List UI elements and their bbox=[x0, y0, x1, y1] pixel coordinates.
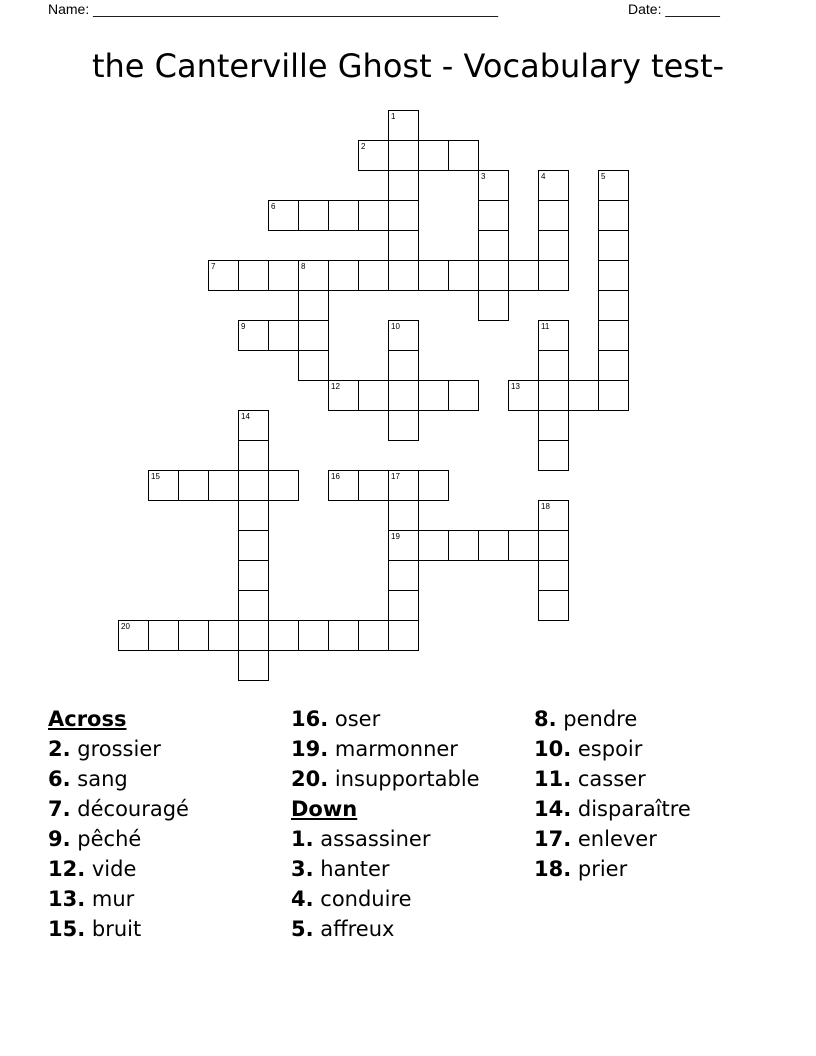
clue-item bbox=[291, 734, 531, 764]
clue-item bbox=[534, 764, 774, 794]
grid-cell[interactable] bbox=[388, 170, 419, 201]
clue-item-number: 2. bbox=[48, 737, 71, 761]
clue-number: 17 bbox=[391, 472, 400, 481]
clue-column-1 bbox=[48, 704, 288, 944]
clue-number: 8 bbox=[301, 262, 306, 271]
grid-cell[interactable] bbox=[538, 350, 569, 381]
grid-cell[interactable] bbox=[448, 380, 479, 411]
clue-item-text: affreux bbox=[313, 917, 395, 941]
grid-cell[interactable] bbox=[538, 260, 569, 291]
grid-cell[interactable] bbox=[148, 470, 179, 501]
clue-number: 5 bbox=[601, 172, 606, 181]
grid-cell[interactable] bbox=[598, 230, 629, 261]
grid-cell[interactable] bbox=[208, 470, 239, 501]
clue-item-text: pendre bbox=[556, 707, 638, 731]
clue-item bbox=[48, 914, 288, 944]
clue-item-number: 6. bbox=[48, 767, 71, 791]
clue-item-text: bruit bbox=[85, 917, 142, 941]
clue-item bbox=[291, 824, 531, 854]
grid-cell[interactable] bbox=[598, 290, 629, 321]
clue-item bbox=[534, 734, 774, 764]
grid-cell[interactable] bbox=[418, 470, 449, 501]
grid-cell[interactable] bbox=[538, 410, 569, 441]
clue-section-heading: Down bbox=[291, 797, 358, 821]
clue-number: 13 bbox=[511, 382, 520, 391]
grid-cell[interactable] bbox=[298, 200, 329, 231]
clue-item bbox=[291, 914, 531, 944]
clue-column-2 bbox=[291, 704, 531, 944]
clue-item-text: découragé bbox=[70, 797, 189, 821]
grid-cell[interactable] bbox=[478, 200, 509, 231]
clue-item-text: assassiner bbox=[313, 827, 431, 851]
grid-cell[interactable] bbox=[298, 260, 329, 291]
clue-item-text: grossier bbox=[70, 737, 161, 761]
grid-cell[interactable] bbox=[538, 320, 569, 351]
clue-number: 15 bbox=[151, 472, 160, 481]
clue-number: 3 bbox=[481, 172, 486, 181]
grid-cell[interactable] bbox=[598, 260, 629, 291]
clue-item-number: 15. bbox=[48, 917, 86, 941]
clue-number: 9 bbox=[241, 322, 246, 331]
grid-cell[interactable] bbox=[418, 380, 449, 411]
clue-item-text: vide bbox=[85, 857, 137, 881]
clue-item-text: hanter bbox=[313, 857, 390, 881]
grid-cell[interactable] bbox=[478, 230, 509, 261]
grid-cell[interactable] bbox=[298, 320, 329, 351]
clue-item bbox=[291, 854, 531, 884]
clue-item bbox=[534, 824, 774, 854]
clue-item-number: 13. bbox=[48, 887, 86, 911]
clue-item bbox=[48, 764, 288, 794]
clue-number: 18 bbox=[541, 502, 550, 511]
clue-item-text: espoir bbox=[571, 737, 643, 761]
clue-item-text: prier bbox=[571, 857, 628, 881]
grid-cell[interactable] bbox=[598, 320, 629, 351]
grid-cell[interactable] bbox=[388, 230, 419, 261]
grid-cell[interactable] bbox=[328, 200, 359, 231]
grid-cell[interactable] bbox=[538, 200, 569, 231]
clue-item-number: 12. bbox=[48, 857, 86, 881]
grid-cell[interactable] bbox=[238, 560, 269, 591]
grid-cell[interactable] bbox=[238, 620, 269, 651]
clue-number: 19 bbox=[391, 532, 400, 541]
clue-item bbox=[534, 794, 774, 824]
grid-cell[interactable] bbox=[508, 260, 539, 291]
grid-cell[interactable] bbox=[238, 320, 269, 351]
grid-cell[interactable] bbox=[538, 500, 569, 531]
clue-item-number: 19. bbox=[291, 737, 329, 761]
grid-cell[interactable] bbox=[268, 260, 299, 291]
clue-item-text: pêché bbox=[70, 827, 142, 851]
clue-number: 2 bbox=[361, 142, 366, 151]
grid-cell[interactable] bbox=[538, 170, 569, 201]
clue-item-number: 11. bbox=[534, 767, 572, 791]
grid-cell[interactable] bbox=[388, 560, 419, 591]
clue-item-text: sang bbox=[70, 767, 128, 791]
grid-cell[interactable] bbox=[418, 260, 449, 291]
clue-item-text: oser bbox=[328, 707, 381, 731]
name-field-label: Name: ____________________________________________________ bbox=[48, 1, 499, 17]
clue-item-text: marmonner bbox=[328, 737, 458, 761]
clue-item-number: 1. bbox=[291, 827, 314, 851]
clue-item bbox=[48, 824, 288, 854]
grid-cell[interactable] bbox=[598, 380, 629, 411]
grid-cell[interactable] bbox=[478, 170, 509, 201]
grid-cell[interactable] bbox=[268, 320, 299, 351]
grid-cell[interactable] bbox=[538, 560, 569, 591]
grid-cell[interactable] bbox=[598, 170, 629, 201]
clue-item-number: 4. bbox=[291, 887, 314, 911]
clue-number: 11 bbox=[541, 322, 550, 331]
grid-cell[interactable] bbox=[238, 470, 269, 501]
grid-cell[interactable] bbox=[598, 200, 629, 231]
grid-cell[interactable] bbox=[388, 200, 419, 231]
clue-item-text: mur bbox=[85, 887, 135, 911]
clue-item-number: 20. bbox=[291, 767, 329, 791]
grid-cell[interactable] bbox=[568, 380, 599, 411]
grid-cell[interactable] bbox=[448, 530, 479, 561]
grid-cell[interactable] bbox=[448, 260, 479, 291]
grid-cell[interactable] bbox=[598, 350, 629, 381]
grid-cell[interactable] bbox=[298, 350, 329, 381]
clue-item bbox=[291, 884, 531, 914]
grid-cell[interactable] bbox=[388, 140, 419, 171]
grid-cell[interactable] bbox=[538, 590, 569, 621]
clue-number: 10 bbox=[391, 322, 400, 331]
page-title: the Canterville Ghost - Vocabulary test- bbox=[91, 47, 725, 85]
clue-item-number: 3. bbox=[291, 857, 314, 881]
grid-cell[interactable] bbox=[238, 410, 269, 441]
clue-item-number: 5. bbox=[291, 917, 314, 941]
clue-item-text: casser bbox=[571, 767, 646, 791]
grid-cell[interactable] bbox=[208, 620, 239, 651]
clue-number: 7 bbox=[211, 262, 216, 271]
grid-cell[interactable] bbox=[208, 260, 239, 291]
grid-cell[interactable] bbox=[238, 650, 269, 681]
clue-item bbox=[48, 884, 288, 914]
grid-cell[interactable] bbox=[238, 590, 269, 621]
grid-cell[interactable] bbox=[388, 260, 419, 291]
grid-cell[interactable] bbox=[538, 230, 569, 261]
clue-number: 14 bbox=[241, 412, 250, 421]
clue-number: 16 bbox=[331, 472, 340, 481]
clue-item bbox=[291, 764, 531, 794]
grid-cell[interactable] bbox=[238, 530, 269, 561]
clue-number: 12 bbox=[331, 382, 340, 391]
clue-item-number: 17. bbox=[534, 827, 572, 851]
grid-cell[interactable] bbox=[508, 380, 539, 411]
grid-cell[interactable] bbox=[538, 380, 569, 411]
clue-item-text: disparaître bbox=[571, 797, 691, 821]
clue-item-text: enlever bbox=[571, 827, 657, 851]
grid-cell[interactable] bbox=[388, 410, 419, 441]
clue-item-number: 14. bbox=[534, 797, 572, 821]
grid-cell[interactable] bbox=[388, 320, 419, 351]
date-field-label: Date: _______ bbox=[628, 1, 720, 17]
grid-cell[interactable] bbox=[358, 620, 389, 651]
grid-cell[interactable] bbox=[328, 260, 359, 291]
grid-cell[interactable] bbox=[388, 110, 419, 141]
clue-section-heading: Across bbox=[48, 707, 127, 731]
clue-number: 1 bbox=[391, 112, 396, 121]
grid-cell[interactable] bbox=[238, 260, 269, 291]
clue-column-3 bbox=[534, 704, 774, 884]
grid-cell[interactable] bbox=[418, 530, 449, 561]
grid-cell[interactable] bbox=[388, 530, 419, 561]
grid-cell[interactable] bbox=[268, 470, 299, 501]
grid-cell[interactable] bbox=[328, 620, 359, 651]
grid-cell[interactable] bbox=[388, 500, 419, 531]
grid-cell[interactable] bbox=[328, 380, 359, 411]
grid-cell[interactable] bbox=[358, 380, 389, 411]
clue-item bbox=[534, 854, 774, 884]
clue-number: 20 bbox=[121, 622, 130, 631]
grid-cell[interactable] bbox=[268, 620, 299, 651]
grid-cell[interactable] bbox=[358, 140, 389, 171]
grid-cell[interactable] bbox=[388, 620, 419, 651]
clue-item bbox=[291, 704, 531, 734]
grid-cell[interactable] bbox=[298, 290, 329, 321]
clue-item bbox=[48, 854, 288, 884]
clue-item bbox=[534, 704, 774, 734]
grid-cell[interactable] bbox=[388, 590, 419, 621]
clue-item-number: 9. bbox=[48, 827, 71, 851]
grid-cell[interactable] bbox=[538, 530, 569, 561]
grid-cell[interactable] bbox=[298, 620, 329, 651]
grid-cell[interactable] bbox=[478, 290, 509, 321]
grid-cell[interactable] bbox=[388, 380, 419, 411]
clue-number: 6 bbox=[271, 202, 276, 211]
grid-cell[interactable] bbox=[328, 470, 359, 501]
clue-item-number: 18. bbox=[534, 857, 572, 881]
grid-cell[interactable] bbox=[268, 200, 299, 231]
grid-cell[interactable] bbox=[418, 140, 449, 171]
grid-cell[interactable] bbox=[478, 260, 509, 291]
grid-cell[interactable] bbox=[178, 470, 209, 501]
grid-cell[interactable] bbox=[358, 260, 389, 291]
grid-cell[interactable] bbox=[358, 200, 389, 231]
grid-cell[interactable] bbox=[148, 620, 179, 651]
grid-cell[interactable] bbox=[388, 350, 419, 381]
clue-item-number: 8. bbox=[534, 707, 557, 731]
grid-cell[interactable] bbox=[508, 530, 539, 561]
grid-cell[interactable] bbox=[538, 440, 569, 471]
grid-cell[interactable] bbox=[448, 140, 479, 171]
clue-item-number: 10. bbox=[534, 737, 572, 761]
grid-cell[interactable] bbox=[358, 470, 389, 501]
grid-cell[interactable] bbox=[238, 440, 269, 471]
clue-item-number: 16. bbox=[291, 707, 329, 731]
clue-item bbox=[48, 794, 288, 824]
grid-cell[interactable] bbox=[238, 500, 269, 531]
grid-cell[interactable] bbox=[478, 530, 509, 561]
clue-item-text: insupportable bbox=[328, 767, 480, 791]
clue-item bbox=[48, 734, 288, 764]
grid-cell[interactable] bbox=[178, 620, 209, 651]
grid-cell[interactable] bbox=[388, 470, 419, 501]
clue-item-text: conduire bbox=[313, 887, 412, 911]
clue-number: 4 bbox=[541, 172, 546, 181]
grid-cell[interactable] bbox=[118, 620, 149, 651]
clue-item-number: 7. bbox=[48, 797, 71, 821]
